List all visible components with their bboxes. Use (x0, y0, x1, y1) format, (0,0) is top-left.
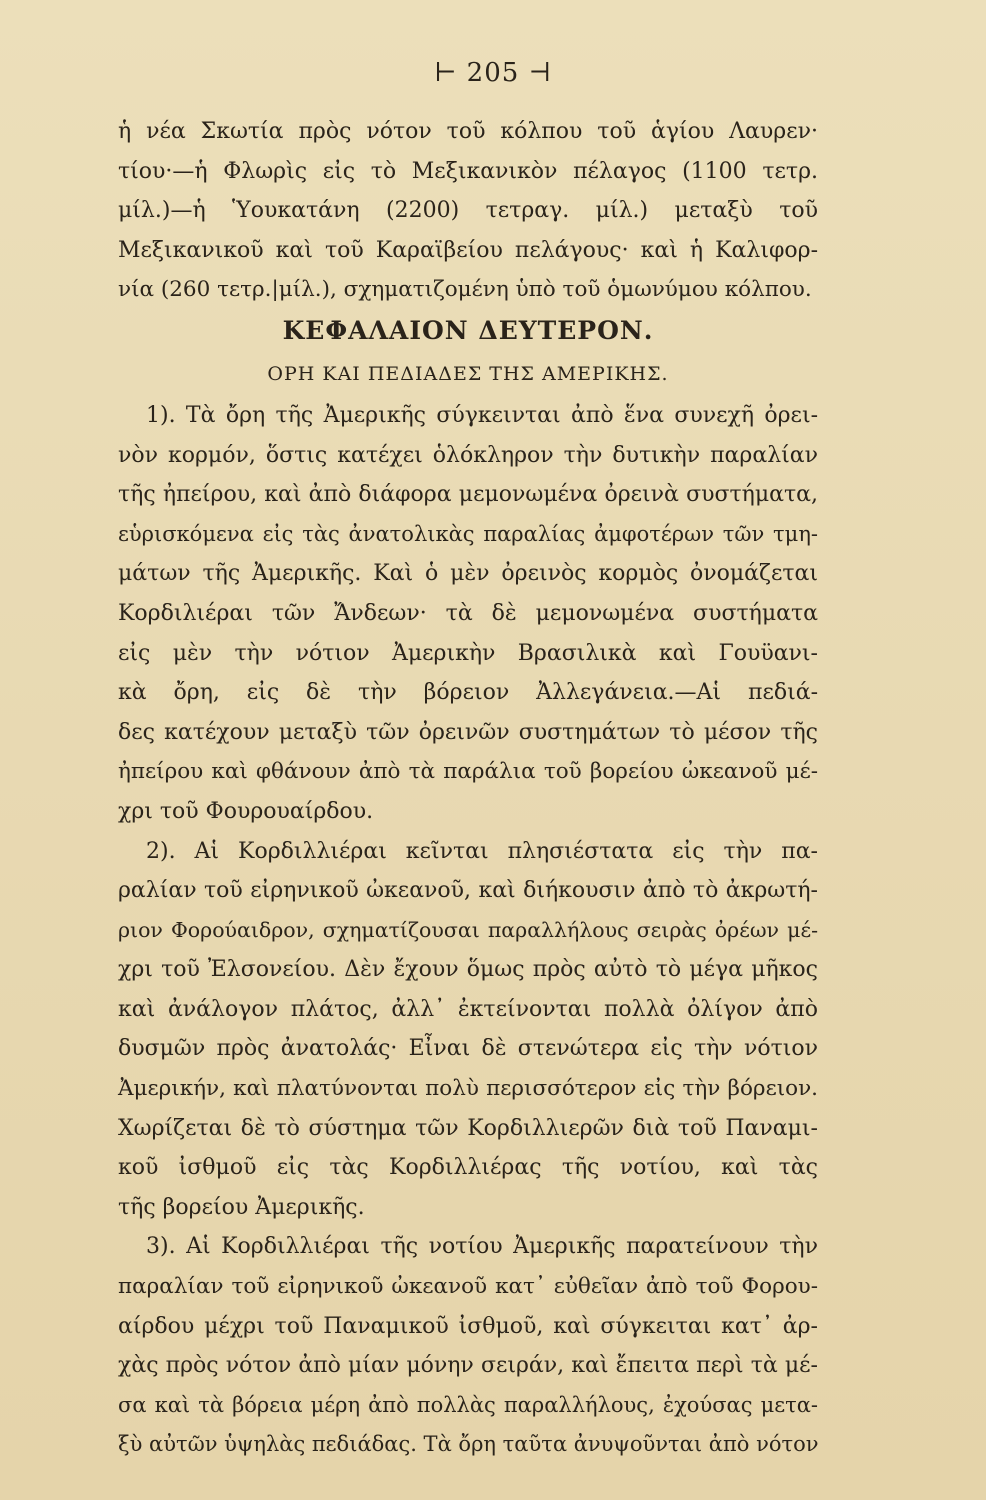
text-line: μίλ.)—ἡ Ὑουκατάνη (2200) τετραγ. μίλ.) μεταξὺ τοῦ (118, 198, 818, 224)
paragraph-3-line: σα καὶ τὰ βόρεια μέρη ἀπὸ πολλὰς παραλλήλους, ἐχούσας μετα- (118, 1392, 818, 1417)
paragraph-3-line: αίρδου μέχρι τοῦ Παναμικοῦ ἰσθμοῦ, καὶ σύγκειται κατ᾽ ἀρ- (118, 1313, 818, 1339)
paragraph-2-line: τῆς βορείου Ἀμερικῆς. (118, 1194, 365, 1220)
paragraph-2-line: ριον Φορούαιδρον, σχηματίζουσαι παραλλήλους σειρὰς ὀρέων μέ- (118, 917, 818, 942)
text-line: τίου·—ἡ Φλωρὶς εἰς τὸ Μεξικανικὸν πέλαγος (1100 τετρ. (118, 158, 818, 184)
text-block (118, 112, 818, 1465)
paragraph-2-line: 2). Αἱ Κορδιλλιέραι κεῖνται πλησιέστατα εἰς τὴν πα- (146, 838, 818, 864)
paragraph-1-line: 1). Τὰ ὄρη τῆς Ἀμερικῆς σύγκεινται ἀπὸ ἕνα συνεχῆ ὀρει- (146, 402, 818, 428)
text-line: Μεξικανικοῦ καὶ τοῦ Καραϊβείου πελάγους· καὶ ἡ Καλιφορ- (118, 237, 818, 263)
section-title: ΟΡΗ ΚΑΙ ΠΕΔΙΑΔΕΣ ΤΗΣ ΑΜΕΡΙΚΗΣ. (267, 362, 669, 385)
paragraph-2-line: ραλίαν τοῦ εἰρηνικοῦ ὠκεανοῦ, καὶ διήκουσιν ἀπὸ τὸ ἀκρωτή- (118, 878, 818, 904)
paragraph-3-line: ξὺ αὐτῶν ὑψηλὰς πεδιάδας. Τὰ ὄρη ταῦτα ἀνυψοῦνται ἀπὸ νότον (118, 1432, 819, 1457)
paragraph-2-line: κοῦ ἰσθμοῦ εἰς τὰς Κορδιλλιέρας τῆς νοτίου, καὶ τὰς (118, 1155, 818, 1181)
paragraph-1-line: ἠπείρου καὶ φθάνουν ἀπὸ τὰ παράλια τοῦ βορείου ὠκεανοῦ μέ- (118, 759, 818, 785)
paragraph-1-line: κὰ ὄρη, εἰς δὲ τὴν βόρειον Ἀλλεγάνεια.—Αἱ πεδιά- (118, 680, 818, 706)
text-line: νία (260 τετρ.|μίλ.), σχηματιζομένη ὑπὸ τοῦ ὁμωνύμου κόλπου. (118, 277, 812, 303)
paragraph-1-line: δες κατέχουν μεταξὺ τῶν ὀρεινῶν συστημάτων τὸ μέσον τῆς (118, 719, 818, 745)
paragraph-1-line: εὑρισκόμενα εἰς τὰς ἀνατολικὰς παραλίας ἀμφοτέρων τῶν τμη- (118, 521, 818, 546)
paragraph-2-line: Ἀμερικήν, καὶ πλατύνονται πολὺ περισσότερον εἰς τὴν βόρειον. (118, 1076, 818, 1102)
paragraph-1-line: τῆς ἠπείρου, καὶ ἀπὸ διάφορα μεμονωμένα ὀρεινὰ συστήματα, (118, 482, 818, 508)
paragraph-1-line: εἰς μὲν τὴν νότιον Ἀμερικὴν Βρασιλικὰ καὶ Γουϋανι- (118, 640, 818, 666)
paragraph-2-line: Χωρίζεται δὲ τὸ σύστημα τῶν Κορδιλλιερῶν διὰ τοῦ Παναμι- (118, 1115, 818, 1141)
chapter-title: ΚΕΦΑΛΑΙΟΝ ΔΕΥΤΕΡΟΝ. (282, 315, 654, 345)
paragraph-3-line: παραλίαν τοῦ εἰρηνικοῦ ὠκεανοῦ κατ᾽ εὐθεῖαν ἀπὸ τοῦ Φορου- (118, 1274, 818, 1300)
paragraph-2-line: χρι τοῦ Ἐλσονείου. Δὲν ἔχουν ὅμως πρὸς αὐτὸ τὸ μέγα μῆκος (118, 957, 818, 983)
paragraph-1-line: νὸν κορμόν, ὅστις κατέχει ὁλόκληρον τὴν δυτικὴν παραλίαν (118, 442, 818, 468)
paragraph-3-line: χὰς πρὸς νότον ἀπὸ μίαν μόνην σειράν, καὶ ἔπειτα περὶ τὰ μέ- (118, 1353, 818, 1379)
paragraph-1-line: μάτων τῆς Ἀμερικῆς. Καὶ ὁ μὲν ὀρεινὸς κορμὸς ὀνομάζεται (118, 561, 818, 587)
paragraph-1-line: χρι τοῦ Φουρουαίρδου. (118, 798, 374, 824)
text-line: ἡ νέα Σκωτία πρὸς νότον τοῦ κόλπου τοῦ ἁγίου Λαυρεν· (118, 119, 818, 144)
paragraph-2-line: δυσμῶν πρὸς ἀνατολάς· Εἶναι δὲ στενώτερα εἰς τὴν νότιον (118, 1036, 818, 1062)
paragraph-1-line: Κορδιλιέραι τῶν Ἄνδεων· τὰ δὲ μεμονωμένα συστήματα (118, 600, 818, 626)
paragraph-3-line: 3). Αἱ Κορδιλλιέραι τῆς νοτίου Ἀμερικῆς παρατείνουν τὴν (146, 1234, 818, 1260)
paragraph-2-line: καὶ ἀνάλογον πλάτος, ἀλλ᾽ ἐκτείνονται πολλὰ ὀλίγον ἀπὸ (118, 996, 818, 1022)
page-number: ⊢ 205 ⊣ (434, 58, 552, 88)
